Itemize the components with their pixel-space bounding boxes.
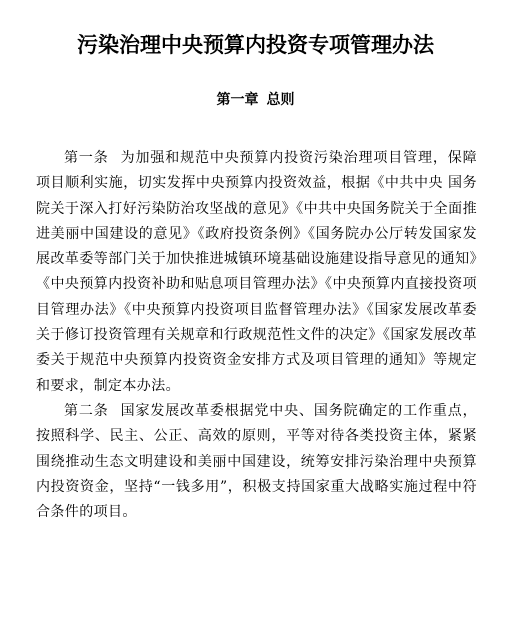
- article-text: 为加强和规范中央预算内投资污染治理项目管理，保障项目顺利实施，切实发挥中央预算内投资效益，根据《中共中央 国务院关于深入打好污染防治攻坚战的意见》《中共中央国务院关于全面推进美丽中国建设的意见》《政府投资条例》《国务院办公厅转发国家发展改革委等部门关于加快推进城镇环境基础设施建设指导意见的通知》《中央预算内投资补助和贴息项目管理办法》《中央预算内直接投资项目管理办法》《中央预算内投资项目监督管理办法》《国家发展改革委关于修订投资管理有关规章和行政规范性文件的决定》《国家发展改革委关于规范中央预算内投资资金安排方式及项目管理的通知》等规定和要求，制定本办法。: [36, 150, 477, 394]
- chapter-heading: [0, 89, 511, 111]
- article-paragraph: [36, 146, 477, 399]
- article-label: 第一条: [64, 150, 109, 166]
- chapter-name: 总则: [266, 92, 295, 108]
- article-label: 第二条: [64, 402, 109, 419]
- chapter-number: 第一章: [216, 92, 259, 108]
- document-body: [36, 146, 477, 525]
- document-title: 污染治理中央预算内投资专项管理办法: [77, 32, 434, 57]
- article-paragraph: [36, 399, 477, 525]
- article-text: 国家发展改革委根据党中央、国务院确定的工作重点，按照科学、民主、公正、高效的原则，平等对待各类投资主体，紧紧围绕推动生态文明建设和美丽中国建设，统筹安排污染治理中央预算内投资资金，坚持“一钱多用”，积极支持国家重大战略实施过程中符合条件的项目。: [36, 402, 477, 521]
